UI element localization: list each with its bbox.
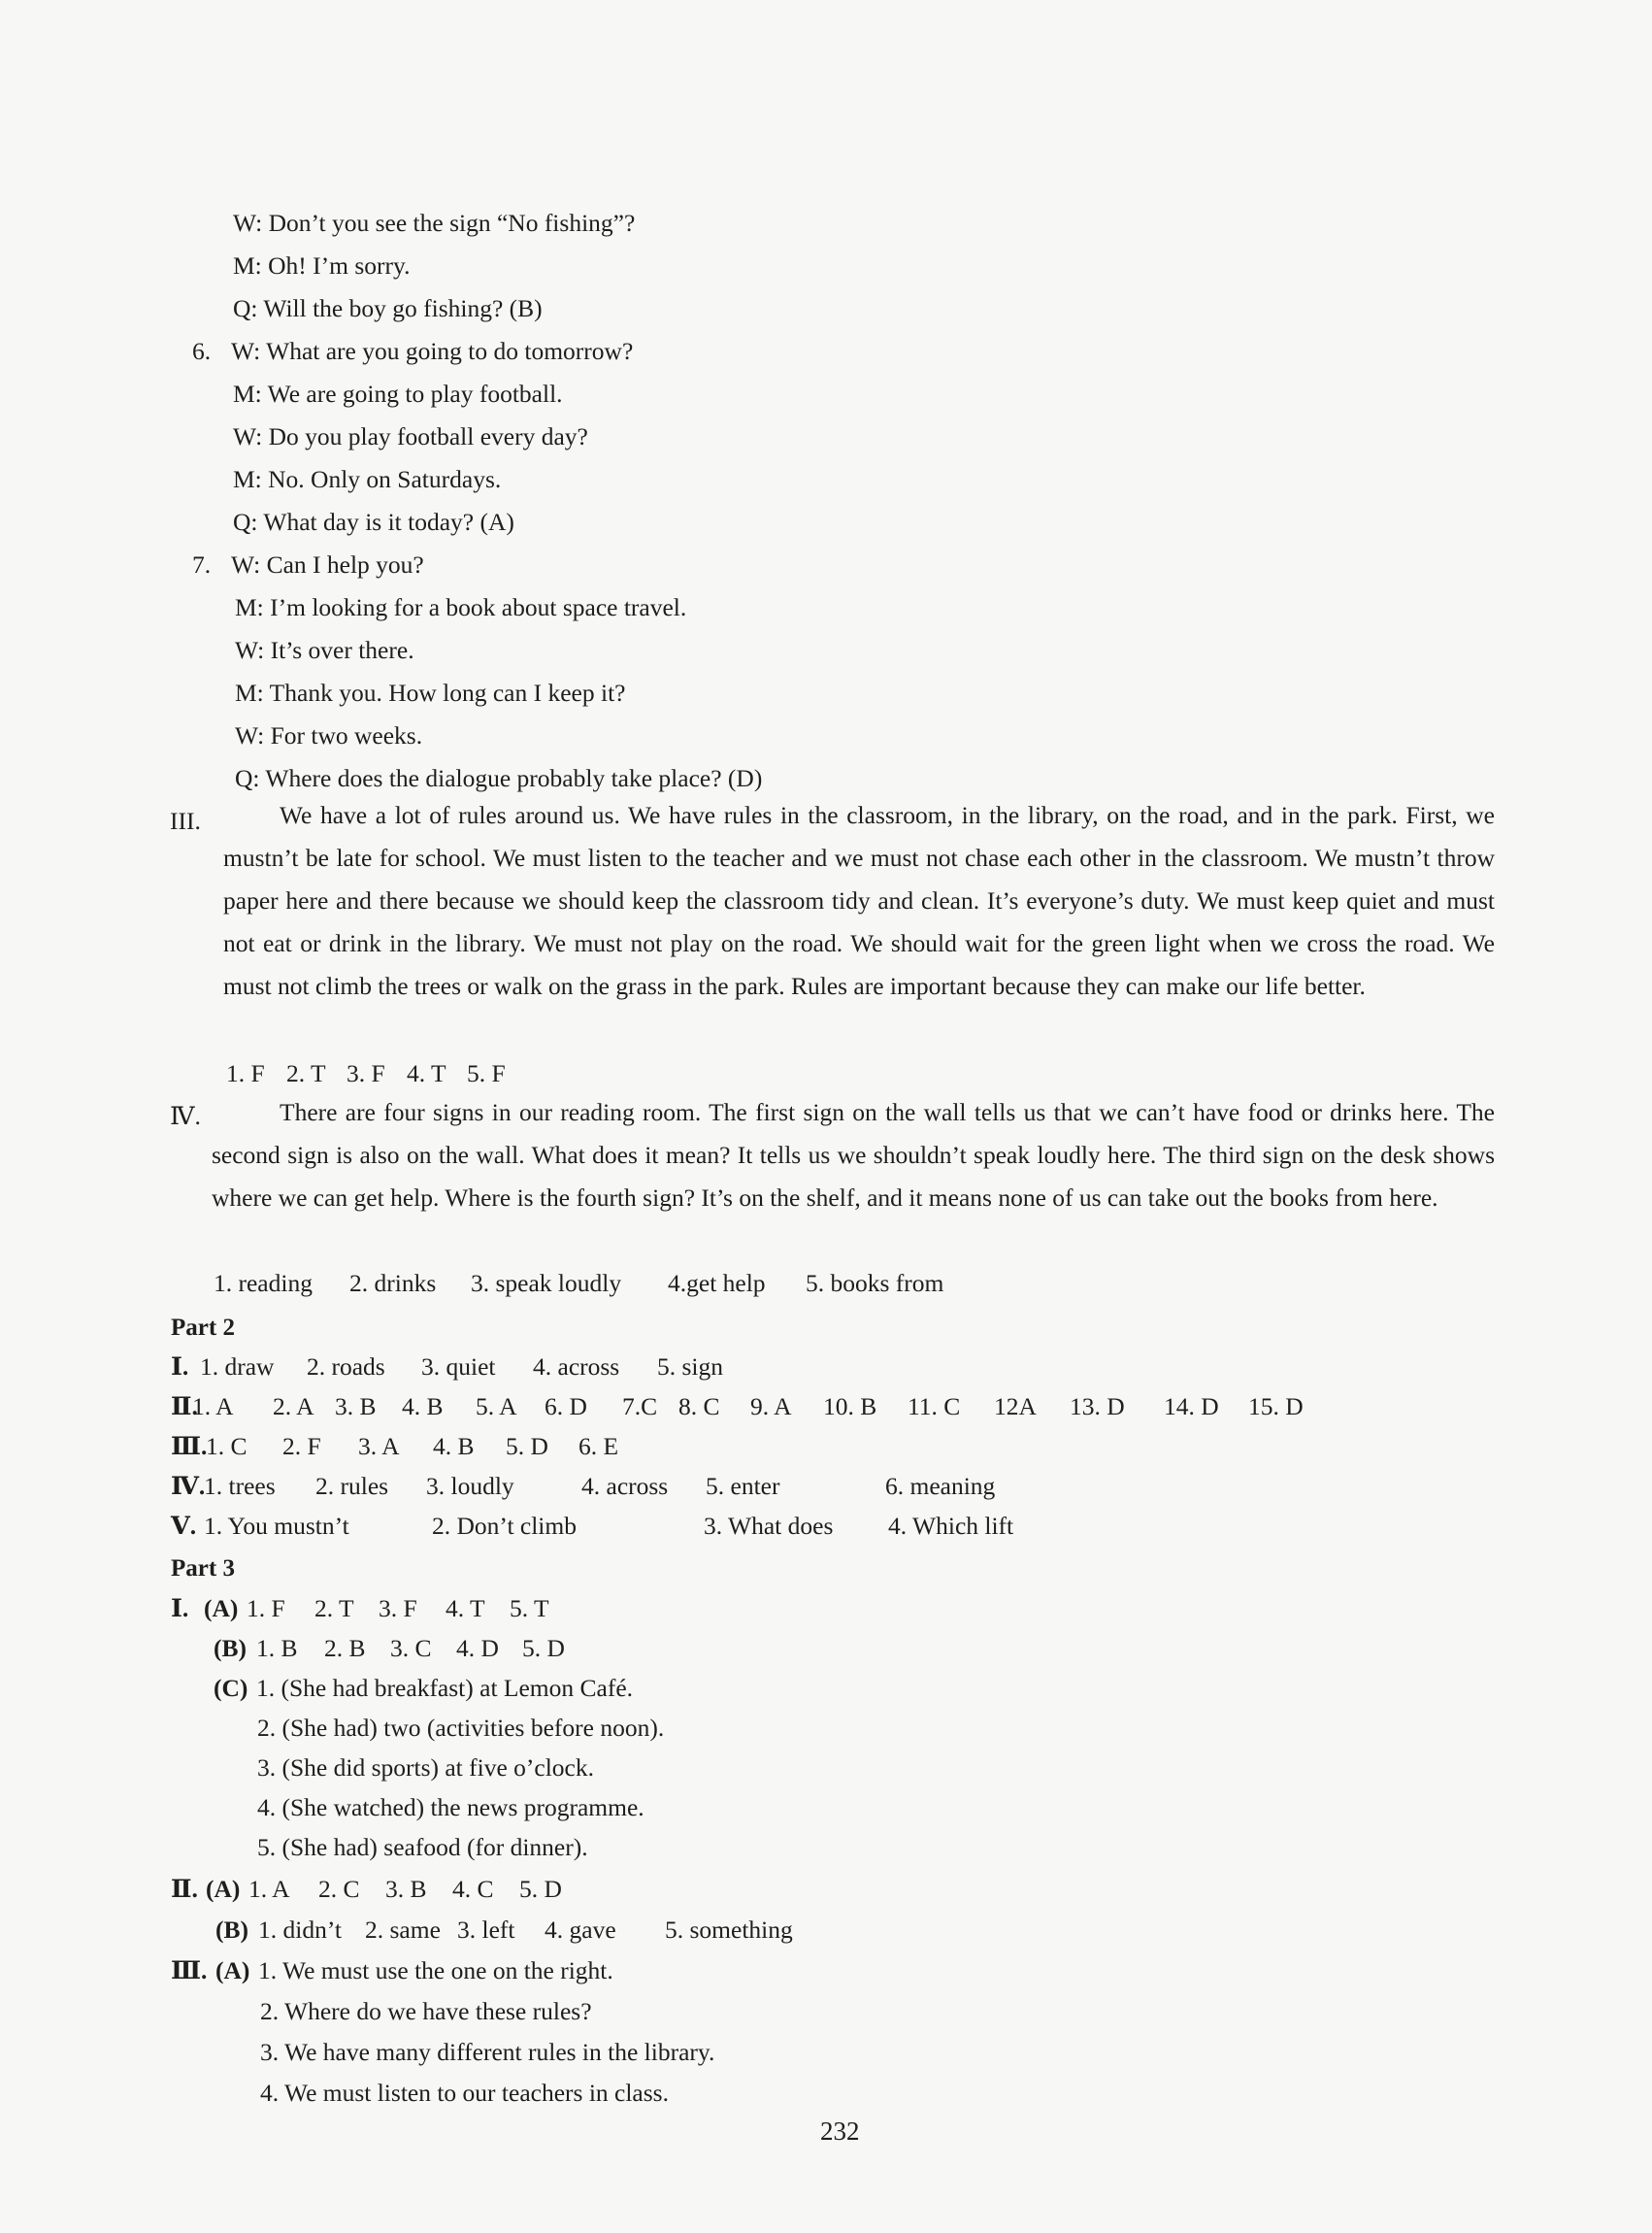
answer: 4. We must listen to our teachers in class. xyxy=(260,2079,669,2107)
answer: 5. something xyxy=(665,1916,793,1944)
answer: 2. F xyxy=(282,1432,321,1460)
answer: 4. D xyxy=(456,1634,499,1662)
answer: 4. across xyxy=(581,1472,669,1500)
sub-label: (A) xyxy=(215,1956,250,1984)
answer: 2. Where do we have these rules? xyxy=(260,1997,592,2025)
answer: 8. C xyxy=(678,1392,720,1420)
part2-row-2 xyxy=(171,1391,1304,1422)
dialogue-line: W: What are you going to do tomorrow? xyxy=(231,337,634,365)
answer: 4. T xyxy=(407,1059,446,1087)
answer: 15. D xyxy=(1248,1392,1304,1420)
dialogue-line: M: Thank you. How long can I keep it? xyxy=(235,679,626,707)
answer: 3. B xyxy=(335,1392,377,1420)
answer: 2. same xyxy=(365,1916,441,1944)
answer: 9. A xyxy=(750,1392,792,1420)
answer: 11. C xyxy=(908,1392,961,1420)
answer: 4. gave xyxy=(545,1916,616,1944)
question-number: 6. xyxy=(192,337,212,365)
part3-s1-a xyxy=(171,1593,549,1624)
answer: 1. F xyxy=(226,1059,265,1087)
answer: 1. B xyxy=(256,1634,298,1662)
answer: 3. C xyxy=(390,1634,432,1662)
row-label: Ⅱ. xyxy=(171,1392,198,1420)
question-number: 7. xyxy=(192,550,212,579)
sub-label: (A) xyxy=(206,1875,241,1903)
row-label: Ⅴ. xyxy=(171,1512,197,1540)
answer: 2. A xyxy=(273,1392,314,1420)
answer: 3. F xyxy=(379,1594,417,1622)
answer: 7.C xyxy=(622,1392,658,1420)
sub-label: (B) xyxy=(214,1634,247,1662)
dialogue-line: W: For two weeks. xyxy=(235,721,423,750)
answer: 3. loudly xyxy=(426,1472,514,1500)
part3-heading: Part 3 xyxy=(171,1555,235,1582)
sub-label: (B) xyxy=(215,1916,248,1944)
dialogue-line: M: We are going to play football. xyxy=(233,380,563,408)
answer: 1. trees xyxy=(204,1472,276,1500)
answer: 1. We must use the one on the right. xyxy=(258,1956,613,1984)
answer: 2. T xyxy=(286,1059,326,1087)
answer: 4. across xyxy=(533,1352,620,1381)
answer: 14. D xyxy=(1164,1392,1219,1420)
answer: 6. D xyxy=(545,1392,587,1420)
section4-answers xyxy=(214,1268,943,1299)
answer: 5. D xyxy=(522,1634,565,1662)
dialogue-line: M: Oh! I’m sorry. xyxy=(233,251,411,280)
answer: 1. reading xyxy=(214,1269,313,1297)
answer: 1. C xyxy=(206,1432,248,1460)
dialogue-line: W: Do you play football every day? xyxy=(233,422,588,450)
dialogue-line: Q: Where does the dialogue probably take place? (D) xyxy=(235,764,763,792)
answer: 2. C xyxy=(318,1875,360,1903)
section-numeral: Ⅳ. xyxy=(170,1102,201,1130)
section-numeral: III. xyxy=(170,807,201,835)
page-number: 232 xyxy=(820,2116,860,2146)
section3-paragraph: We have a lot of rules around us. We have rules in the classroom, in the library, on the road, and in the park. First, we mustn’t be late for school. We must listen to the teacher and we must not chase each other in the classroom. We mustn’t throw paper here and there because we should keep the classroom tidy and clean. It’s everyone’s duty. We must keep quiet and must not eat or drink in the library. We must not play on the road. We should wait for the green light when we cross the road. We must not climb the trees or walk on the grass in the park. Rules are important because they can make our life better. xyxy=(223,801,1495,1000)
answer: 12A xyxy=(994,1392,1037,1420)
answer: 4. Which lift xyxy=(888,1512,1014,1540)
dialogue-line: Q: What day is it today? (A) xyxy=(233,508,514,536)
row-label: Ⅲ. xyxy=(171,1432,208,1460)
answer: 1. You mustn’t xyxy=(204,1512,349,1540)
sub-label: (C) xyxy=(214,1674,248,1702)
part2-row-1 xyxy=(171,1351,723,1383)
answer: 2. rules xyxy=(315,1472,389,1500)
part2-heading: Part 2 xyxy=(171,1315,235,1341)
answer: 3. We have many different rules in the library. xyxy=(260,2038,715,2066)
answer: 5. sign xyxy=(657,1352,724,1381)
answer: 5. T xyxy=(510,1594,549,1622)
answer: 3. A xyxy=(358,1432,400,1460)
answer: 3. What does xyxy=(704,1512,834,1540)
answer: 4. B xyxy=(402,1392,444,1420)
answer: 2. (She had) two (activities before noon). xyxy=(257,1714,665,1742)
row-label: Ⅲ. xyxy=(171,1956,208,1984)
answer: 1. (She had breakfast) at Lemon Café. xyxy=(256,1674,634,1702)
answer: 5. enter xyxy=(706,1472,780,1500)
section4-paragraph: There are four signs in our reading room. The first sign on the wall tells us that we can’t have food or drinks here. The second sign is also on the wall. What does it mean? It tells us we shouldn’t speak loudly here. The third sign on the desk shows where we can get help. Where is the fourth sign? It’s on the shelf, and it means none of us can take out the books from here. xyxy=(212,1098,1495,1212)
answer: 6. E xyxy=(578,1432,619,1460)
answer: 5. (She had) seafood (for dinner). xyxy=(257,1833,588,1861)
answer: 3. left xyxy=(457,1916,515,1944)
answer: 13. D xyxy=(1070,1392,1125,1420)
sub-label: (A) xyxy=(204,1594,239,1622)
answer: 3. B xyxy=(385,1875,427,1903)
part3-s3-a xyxy=(171,1955,613,1986)
answer: 4. B xyxy=(433,1432,475,1460)
dialogue-line: Q: Will the boy go fishing? (B) xyxy=(233,294,543,322)
row-label: Ⅰ. xyxy=(171,1352,189,1381)
section3-answers xyxy=(226,1058,506,1089)
answer: 4. (She watched) the news programme. xyxy=(257,1793,644,1821)
answer: 1. draw xyxy=(200,1352,275,1381)
answer: 3. (She did sports) at five o’clock. xyxy=(257,1753,595,1782)
answer: 6. meaning xyxy=(885,1472,996,1500)
answer: 2. drinks xyxy=(349,1269,437,1297)
answer: 5. books from xyxy=(806,1269,944,1297)
answer: 4.get help xyxy=(668,1269,766,1297)
part2-row-5 xyxy=(171,1511,1013,1542)
part3-s1-b xyxy=(214,1633,565,1664)
answer: 2. Don’t climb xyxy=(432,1512,577,1540)
answer: 5. D xyxy=(506,1432,548,1460)
part3-s1-c xyxy=(214,1673,633,1704)
answer: 1. didn’t xyxy=(258,1916,342,1944)
answer: 4. C xyxy=(452,1875,494,1903)
part2-row-3 xyxy=(171,1431,618,1462)
dialogue-line: W: Don’t you see the sign “No fishing”? xyxy=(233,209,636,237)
part2-row-4 xyxy=(171,1471,995,1502)
answer: 2. roads xyxy=(307,1352,385,1381)
answer: 1. A xyxy=(248,1875,290,1903)
answer: 5. D xyxy=(519,1875,562,1903)
row-label: Ⅰ. xyxy=(171,1594,189,1622)
answer: 10. B xyxy=(823,1392,877,1420)
answer: 3. speak loudly xyxy=(471,1269,622,1297)
answer: 3. F xyxy=(347,1059,385,1087)
part3-s2-b xyxy=(215,1915,793,1946)
dialogue-line: W: Can I help you? xyxy=(231,550,424,579)
answer: 1. A xyxy=(192,1392,234,1420)
answer: 5. A xyxy=(476,1392,517,1420)
answer: 2. B xyxy=(324,1634,366,1662)
row-label: Ⅱ. xyxy=(171,1875,198,1903)
part3-s2-a xyxy=(171,1874,562,1905)
answer: 1. F xyxy=(247,1594,285,1622)
answer: 5. F xyxy=(467,1059,506,1087)
answer: 2. T xyxy=(314,1594,354,1622)
row-label: Ⅳ. xyxy=(171,1472,206,1500)
dialogue-line: M: No. Only on Saturdays. xyxy=(233,465,502,493)
answer: 3. quiet xyxy=(421,1352,496,1381)
dialogue-line: M: I’m looking for a book about space travel. xyxy=(235,593,687,621)
answer: 4. T xyxy=(446,1594,485,1622)
dialogue-line: W: It’s over there. xyxy=(235,636,414,664)
